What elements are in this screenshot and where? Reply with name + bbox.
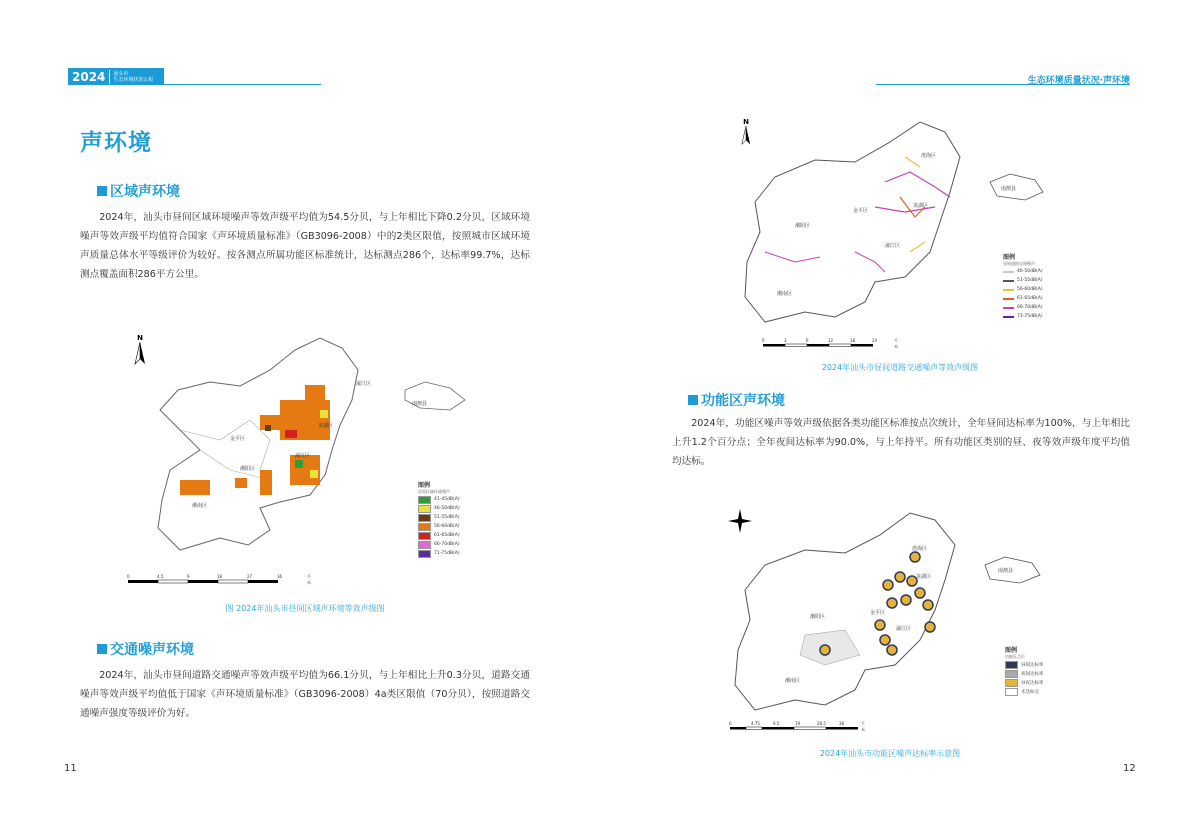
legend-swatch bbox=[1005, 688, 1018, 696]
legend-swatch bbox=[418, 541, 431, 549]
place-label: 潮阳区 bbox=[810, 614, 826, 620]
legend-swatch bbox=[1005, 661, 1018, 669]
place-label: 濠江区 bbox=[356, 381, 372, 387]
legend-label: 66-70dB(A) bbox=[434, 542, 460, 547]
legend-label: 61-65dB(A) bbox=[434, 533, 460, 538]
header-rule-left bbox=[164, 84, 321, 85]
map1-caption: 图 2024年汕头市昼间区域声环境等效声级图 bbox=[225, 604, 385, 613]
place-label: 潮阳区 bbox=[240, 466, 256, 472]
legend-swatch bbox=[1003, 289, 1014, 291]
legend-item bbox=[1003, 285, 1063, 294]
legend-label: 昼间达标率 bbox=[1021, 662, 1044, 668]
place-label: 龙湖区 bbox=[318, 423, 334, 429]
legend-item bbox=[418, 540, 488, 549]
regional-paragraph: 2024年，汕头市昼间区域环境噪声等效声级平均值为54.5分贝，与上年相比下降0.2分贝，区域环境噪声等效声级平均值符合国家《声环境质量标准》（GB3096-2008）中的2类区限值，按照城市区域环境声质量总体水平等级评价为较好。按各测点所属功能区标准统计，达标测点286个，达标率99.7%，达标测点覆盖面积286平方公里。 bbox=[80, 212, 530, 280]
legend-subtitle: 昼间区域环境噪声 bbox=[418, 489, 450, 494]
place-label: 南澳县 bbox=[1001, 186, 1017, 192]
scale-tick-label: 28.5 bbox=[817, 721, 826, 726]
legend-item bbox=[418, 531, 488, 540]
scale-tick-label: 3 bbox=[784, 338, 787, 343]
legend-item bbox=[1003, 276, 1063, 285]
traffic-noise-map bbox=[735, 112, 1065, 352]
scale-unit-label: 千米 bbox=[861, 721, 865, 732]
map2-legend bbox=[1003, 252, 1063, 321]
map2-scale-bar bbox=[763, 344, 873, 347]
legend-swatch bbox=[1005, 670, 1018, 678]
functional-paragraph: 2024年，功能区噪声等效声级依据各类功能区标准按点次统计，全年昼间达标率为100%，与上年相比上升1.2个百分点；全年夜间达标率为90.0%，与上年持平。所有功能区类别的昼、夜等效声级年度平均值均达标。 bbox=[672, 418, 1130, 467]
scale-tick-label: 19 bbox=[795, 721, 801, 726]
scale-tick-label: 4.5 bbox=[157, 574, 164, 579]
heading-text: 交通噪声环境 bbox=[110, 642, 194, 658]
place-label: 潮南区 bbox=[777, 291, 793, 297]
place-label: 南澳县 bbox=[412, 401, 428, 407]
report-year: 2024 bbox=[68, 70, 110, 84]
legend-item bbox=[1003, 312, 1063, 321]
map3-scale-bar bbox=[730, 727, 858, 730]
scale-tick-label: 9 bbox=[187, 574, 190, 579]
map3-legend bbox=[1005, 645, 1060, 696]
place-label: 南澳县 bbox=[998, 568, 1014, 574]
map2-scale-labels bbox=[755, 338, 898, 349]
map1-scale-labels bbox=[120, 574, 311, 585]
scale-tick-label: 36 bbox=[277, 574, 283, 579]
legend-label: 昼夜达标率 bbox=[1021, 680, 1044, 686]
legend-item bbox=[418, 504, 488, 513]
report-subtitle-line1: 汕头市 bbox=[113, 70, 129, 77]
place-label: 濠江区 bbox=[896, 626, 912, 632]
place-label: 澄海区 bbox=[912, 546, 928, 552]
legend-item bbox=[1005, 678, 1060, 687]
report-subtitle-line2: 生态环境状况公报 bbox=[113, 76, 154, 83]
scale-tick-label: 4.75 bbox=[751, 721, 760, 726]
place-label: 濠江区 bbox=[295, 453, 311, 459]
legend-item bbox=[418, 495, 488, 504]
legend-item bbox=[1005, 687, 1060, 696]
legend-swatch bbox=[1003, 280, 1014, 282]
legend-label: 71-75dB(A) bbox=[434, 551, 460, 556]
heading-text: 区域声环境 bbox=[110, 184, 180, 200]
legend-swatch bbox=[418, 523, 431, 531]
scale-tick-label: 0 bbox=[762, 338, 765, 343]
place-label: 龙湖区 bbox=[916, 574, 932, 580]
legend-item bbox=[418, 522, 488, 531]
scale-tick-label: 38 bbox=[839, 721, 845, 726]
place-label: 金平区 bbox=[870, 610, 886, 616]
legend-item bbox=[1003, 294, 1063, 303]
legend-title: 图例 bbox=[1003, 254, 1016, 261]
legend-swatch bbox=[1003, 316, 1014, 318]
place-label: 潮阳区 bbox=[795, 223, 811, 229]
legend-item bbox=[1003, 303, 1063, 312]
legend-label: 51-55dB(A) bbox=[1017, 278, 1043, 283]
page-number-left: 11 bbox=[64, 763, 77, 774]
place-label: 濠江区 bbox=[885, 243, 901, 249]
scale-tick-label: 12 bbox=[828, 338, 834, 343]
map3-scale-labels bbox=[726, 721, 866, 732]
legend-label: 56-60dB(A) bbox=[1017, 287, 1043, 292]
traffic-paragraph: 2024年，汕头市昼间道路交通噪声等效声级平均值为66.1分贝，与上年相比上升0.3分贝，道路交通噪声等效声级平均值低于国家《声环境质量标准》（GB3096-2008）4a类区限值（70分贝），按照道路交通噪声强度等级评价为好。 bbox=[80, 670, 530, 719]
heading-square-icon bbox=[688, 395, 698, 405]
legend-swatch bbox=[1003, 298, 1014, 300]
legend-label: 66-70dB(A) bbox=[1017, 305, 1043, 310]
section-running-title: 生态环境质量状况·声环境 bbox=[1027, 76, 1130, 86]
scale-tick-label: 6 bbox=[806, 338, 809, 343]
scale-tick-label: 24 bbox=[872, 338, 878, 343]
page-number-right: 12 bbox=[1123, 763, 1136, 774]
functional-noise-map bbox=[720, 505, 1060, 735]
legend-swatch bbox=[418, 496, 431, 504]
map3-caption: 2024年汕头市功能区噪声达标率示意图 bbox=[819, 749, 961, 758]
legend-swatch bbox=[418, 532, 431, 540]
legend-item bbox=[418, 549, 488, 558]
scale-tick-label: 27 bbox=[247, 574, 253, 579]
legend-swatch bbox=[1005, 679, 1018, 687]
legend-item bbox=[1003, 267, 1063, 276]
heading-square-icon bbox=[97, 644, 107, 654]
north-arrow-icon: N bbox=[134, 334, 146, 368]
legend-label: 夜间达标率 bbox=[1021, 671, 1044, 677]
place-label: 潮南区 bbox=[192, 503, 208, 509]
map1-legend bbox=[418, 480, 488, 558]
legend-label: 51-55dB(A) bbox=[434, 515, 460, 520]
page-title: 声环境 bbox=[80, 130, 152, 156]
north-arrow-icon: N bbox=[741, 118, 751, 148]
legend-label: 未达标点 bbox=[1021, 689, 1039, 695]
legend-label: 61-65dB(A) bbox=[1017, 296, 1043, 301]
scale-unit-label: 千米 bbox=[894, 338, 898, 349]
place-label: 澄海区 bbox=[921, 153, 937, 159]
heading-square-icon bbox=[97, 186, 107, 196]
scale-tick-label: 18 bbox=[850, 338, 856, 343]
place-label: 金平区 bbox=[230, 436, 246, 442]
section-heading-regional bbox=[97, 181, 180, 201]
scale-unit-label: 千米 bbox=[307, 574, 311, 585]
legend-swatch bbox=[418, 505, 431, 513]
legend-title: 图例 bbox=[1005, 647, 1018, 654]
section-heading-traffic bbox=[97, 639, 194, 659]
legend-item bbox=[1005, 660, 1060, 669]
legend-label: 46-50dB(A) bbox=[434, 506, 460, 511]
scale-tick-label: 0 bbox=[127, 574, 130, 579]
legend-label: 56-60dB(A) bbox=[434, 524, 460, 529]
legend-item bbox=[1005, 669, 1060, 678]
legend-swatch bbox=[418, 514, 431, 522]
scale-tick-label: 9.5 bbox=[773, 721, 780, 726]
legend-label: 41-45dB(A) bbox=[434, 497, 460, 502]
legend-label: 71-75dB(A) bbox=[1017, 314, 1043, 319]
scale-tick-label: 18 bbox=[217, 574, 223, 579]
legend-subtitle: 昼间道路交通噪声 bbox=[1003, 261, 1035, 266]
regional-noise-map bbox=[120, 330, 490, 590]
heading-text: 功能区声环境 bbox=[701, 393, 785, 409]
legend-subtitle: 功能区点位 bbox=[1005, 654, 1025, 659]
map2-caption: 2024年汕头市昼间道路交通噪声等效声级图 bbox=[821, 363, 979, 372]
place-label: 龙湖区 bbox=[913, 203, 929, 209]
report-subtitle bbox=[110, 71, 153, 83]
legend-item bbox=[418, 513, 488, 522]
legend-title: 图例 bbox=[418, 482, 431, 489]
report-badge bbox=[68, 68, 164, 85]
legend-swatch bbox=[1003, 271, 1014, 273]
legend-swatch bbox=[1003, 307, 1014, 309]
map3-basemap bbox=[720, 505, 1060, 735]
legend-swatch bbox=[418, 550, 431, 558]
scale-tick-label: 0 bbox=[729, 721, 732, 726]
section-heading-functional bbox=[688, 390, 785, 410]
legend-label: 46-50dB(A) bbox=[1017, 269, 1043, 274]
place-label: 潮南区 bbox=[785, 678, 801, 684]
place-label: 金平区 bbox=[853, 208, 869, 214]
